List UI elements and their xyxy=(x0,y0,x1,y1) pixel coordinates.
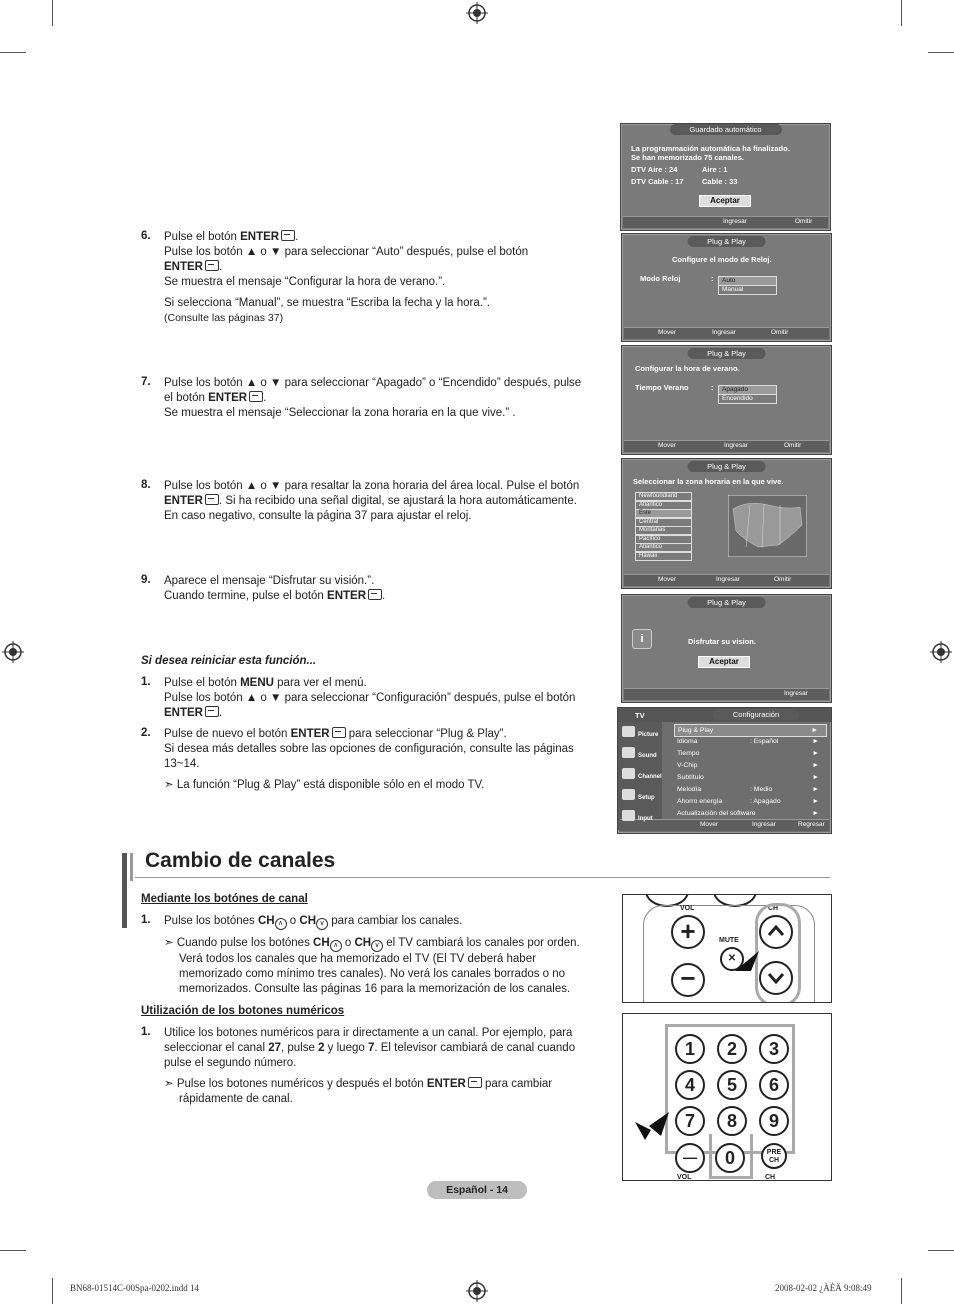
osd-text: La programmación automática ha finalizado. xyxy=(631,144,790,153)
menu-title: Configuración xyxy=(713,709,799,720)
menu-row[interactable] xyxy=(674,784,827,795)
key-7[interactable]: 7 xyxy=(675,1106,705,1136)
osd-footer: Ingresar Omitir xyxy=(623,216,828,228)
registration-mark-icon xyxy=(930,641,952,663)
page-number-badge: Español - 14 xyxy=(427,1181,527,1199)
mute-button[interactable]: ✕ xyxy=(720,947,744,971)
option-manual[interactable]: Manual xyxy=(718,285,777,295)
menu-row-label: Plug & Play xyxy=(678,727,714,734)
menu-row[interactable] xyxy=(674,748,827,759)
osd-title: Guardado automático xyxy=(669,124,781,135)
step-number: 6. xyxy=(141,230,151,242)
mute-label: MUTE xyxy=(719,937,739,944)
sidebar-item-label: Setup xyxy=(638,795,655,801)
sidebar-item-label: Picture xyxy=(638,732,659,738)
crop-mark xyxy=(52,1278,53,1304)
menu-tv-label: TV xyxy=(635,711,645,720)
osd-title: Plug & Play xyxy=(687,348,766,359)
ch-down-icon: ∨ xyxy=(316,918,328,930)
picture-icon xyxy=(622,726,635,737)
chevron-right-icon: ► xyxy=(812,798,819,805)
step-6-text: Pulse el botón ENTER . Pulse los botón ▲ o ▼ para seleccionar “Auto” después, pulse el botón ENTER . Se muestra el mensaje “Configurar la hora de verano.”. Si selecciona “Manual”, se muestra “Escriba la fecha y la hora.”. (Consulte las páginas 37) xyxy=(164,231,529,324)
option-off[interactable]: Apagado xyxy=(718,385,777,395)
menu-row[interactable] xyxy=(674,760,827,771)
ch-down-icon: ∨ xyxy=(371,940,383,952)
menu-row-label: V-Chip xyxy=(677,762,698,769)
registration-mark-icon xyxy=(2,641,24,663)
zone-option[interactable]: Newfoundland xyxy=(635,492,692,501)
osd-label: Tiempo Verano xyxy=(635,383,689,392)
step-number: 7. xyxy=(141,376,151,388)
step-number: 9. xyxy=(141,574,151,586)
step-number: 8. xyxy=(141,479,151,491)
channel-icon xyxy=(622,768,635,779)
enter-icon xyxy=(205,260,219,271)
reset-step-1: Pulse el botón MENU para ver el menú. Pulse los botón ▲ o ▼ para seleccionar “Configuración” después, pulse el botón ENTER . xyxy=(164,677,576,719)
enter-icon xyxy=(205,494,219,505)
osd-text: DTV Aire : 24 xyxy=(631,165,678,174)
vol-label: VOL xyxy=(677,1174,692,1181)
osd-title: Plug & Play xyxy=(687,597,766,608)
step-number: 1. xyxy=(141,1026,151,1038)
key-4[interactable]: 4 xyxy=(675,1070,705,1100)
zone-option[interactable]: Este xyxy=(635,509,692,518)
menu-row-value: : Medio xyxy=(750,786,773,793)
ch-up-icon: ∧ xyxy=(330,940,342,952)
channel-step-1: Pulse los botónes CH ∧ o CH ∨ para cambiar los canales. xyxy=(164,914,604,930)
menu-row[interactable] xyxy=(674,736,827,747)
zone-option[interactable]: Montañas xyxy=(635,526,692,535)
osd-title: Plug & Play xyxy=(687,461,766,472)
ch-down-button[interactable] xyxy=(759,961,793,995)
footer-date: 2008-02-02 ¿ÀÈÄ 9:08:49 xyxy=(775,1283,872,1293)
section-rule xyxy=(135,877,830,878)
crop-mark xyxy=(901,1278,902,1304)
osd-footer: Mover Ingresar Regresar xyxy=(620,819,829,831)
menu-row[interactable] xyxy=(674,808,827,819)
crop-mark xyxy=(928,1250,954,1251)
chevron-right-icon: ► xyxy=(811,727,818,734)
menu-row-label: Ahorro energía xyxy=(677,798,723,805)
subheading-channel-buttons: Mediante los botónes de canal xyxy=(141,893,308,905)
osd-text: Disfrutar su vision. xyxy=(688,637,756,646)
step-9-text: Aparece el mensaje “Disfrutar su visión.”. Cuando termine, pulse el botón ENTER . xyxy=(164,575,386,602)
menu-row-label: Tiempo xyxy=(677,750,700,757)
reset-step-2: Pulse de nuevo el botón ENTER para seleccionar “Plug & Play”. Si desea más detalles sobre las opciones de configuración, consulte las páginas 13~14. ➣ La función “Plug & Play” está disponible sólo en el modo TV. xyxy=(164,728,574,791)
channel-note: ➣ Cuando pulse los botónes CH ∧ o CH ∨ el TV cambiará los canales por orden. Verá todos los canales que ha memorizado el TV (El TV deberá haber memorizado como mínimo tres canales). No verá los canales borrados o no memorizados. Consulte las páginas 16 para la memorización de los canales. xyxy=(164,937,580,995)
step-number: 1. xyxy=(141,676,151,688)
enter-icon xyxy=(468,1077,482,1088)
osd-text: Cable : 33 xyxy=(702,177,738,186)
zone-option[interactable]: Central xyxy=(635,518,692,527)
sidebar-item-input[interactable] xyxy=(620,808,660,828)
crop-mark xyxy=(0,52,26,53)
registration-mark-icon xyxy=(466,1280,488,1302)
time-zone-map xyxy=(728,495,807,557)
step-number: 2. xyxy=(141,727,151,739)
menu-row-value: : Apagado xyxy=(750,798,781,805)
option-auto[interactable]: Auto xyxy=(718,276,777,286)
step-7-text: Pulse los botón ▲ o ▼ para seleccionar “Apagado” o “Encendido” después, pulse el botón ENTER . Se muestra el mensaje “Seleccionar la zona horaria en la que vive.” . xyxy=(164,377,582,419)
osd-clock-mode: Plug & Play Configure el modo de Reloj. Modo Reloj : Auto Manual Mover Ingresar Omitir xyxy=(621,233,832,342)
sidebar-item-label: Input xyxy=(638,816,653,822)
enter-icon xyxy=(281,230,295,241)
osd-label: Modo Reloj xyxy=(640,274,681,283)
key-3[interactable]: 3 xyxy=(759,1034,789,1064)
pointer-arrow-icon xyxy=(629,1112,669,1140)
pointer-arrow-icon xyxy=(735,951,759,971)
volume-down-button[interactable]: − xyxy=(671,963,705,997)
note-arrow-icon: ➣ xyxy=(164,1078,174,1090)
enter-icon xyxy=(249,391,263,402)
zone-option[interactable]: Pacífico xyxy=(635,535,692,544)
step-8-text: Pulse los botón ▲ o ▼ para resaltar la zona horaria del área local. Pulse el botón ENTER . Si ha recibido una señal digital, se ajustará la hora automáticamente. En caso negativo, consulte la página 37 para ajustar el reloj. xyxy=(164,480,580,522)
key-0[interactable]: 0 xyxy=(715,1143,745,1173)
registration-mark-icon xyxy=(466,2,488,24)
crop-mark xyxy=(52,0,53,26)
option-on[interactable]: Encendido xyxy=(718,394,777,404)
osd-footer: Mover Ingresar Omitir xyxy=(624,440,829,452)
osd-daylight-saving: Plug & Play Configurar la hora de verano. Tiempo Verano : Apagado Encendido Mover Ingresar Omitir xyxy=(621,345,832,455)
menu-row-label: Actualización del software xyxy=(677,810,756,817)
setup-icon xyxy=(622,789,635,800)
osd-enjoy xyxy=(621,594,832,703)
note-arrow-icon: ➣ xyxy=(164,937,174,949)
remote-channel-buttons xyxy=(622,894,832,1003)
key-9[interactable]: 9 xyxy=(759,1106,789,1136)
section-title: Cambio de canales xyxy=(145,849,336,872)
menu-row-label: Melodía xyxy=(677,786,702,793)
sidebar-item-sound[interactable] xyxy=(620,745,660,765)
chevron-right-icon: ► xyxy=(812,762,819,769)
enter-icon xyxy=(332,727,346,738)
zone-option[interactable]: Atlántico xyxy=(635,543,692,552)
enter-icon xyxy=(368,589,382,600)
step-number: 1. xyxy=(141,914,151,926)
section-bar-light xyxy=(130,853,133,881)
vol-label: VOL xyxy=(680,905,695,912)
osd-setup-menu xyxy=(617,707,832,834)
sidebar-item-picture[interactable] xyxy=(620,724,660,744)
osd-footer: Ingresar xyxy=(624,688,829,700)
osd-footer: Mover Ingresar Omitir xyxy=(624,327,829,339)
chevron-right-icon: ► xyxy=(812,810,819,817)
menu-row-label: Idioma xyxy=(677,738,698,745)
chevron-right-icon: ► xyxy=(812,786,819,793)
enter-icon xyxy=(205,706,219,717)
accept-button[interactable]: Aceptar xyxy=(699,195,751,207)
key-6[interactable]: 6 xyxy=(759,1070,789,1100)
dash-button[interactable]: — xyxy=(675,1143,705,1173)
key-1[interactable]: 1 xyxy=(675,1034,705,1064)
number-step-1: Utilice los botones numéricos para ir directamente a un canal. Por ejemplo, para seleccionar el canal 27, pulse 2 y luego 7. El televisor cambiará de canal cuando pulse el segundo número. ➣ Pulse los botones numéricos y después el botón ENTER para cambiar rápidamente de canal. xyxy=(164,1027,576,1105)
pre-ch-button[interactable]: PRE CH xyxy=(761,1143,787,1169)
crop-mark xyxy=(928,52,954,53)
subheading-number-buttons: Utilización de los botones numéricos xyxy=(141,1005,345,1017)
sidebar-item-setup[interactable] xyxy=(620,787,660,807)
osd-auto-store xyxy=(620,123,831,231)
crop-mark xyxy=(0,1250,26,1251)
menu-row-value: : Español xyxy=(750,738,779,745)
crop-mark xyxy=(901,0,902,26)
osd-text: DTV Cable : 17 xyxy=(631,177,684,186)
key-2[interactable]: 2 xyxy=(717,1034,747,1064)
osd-footer: Mover Ingresar Omitir xyxy=(624,574,829,586)
key-5[interactable]: 5 xyxy=(717,1070,747,1100)
osd-title: Plug & Play xyxy=(687,236,766,247)
volume-up-button[interactable]: + xyxy=(671,915,705,949)
remote-number-buttons xyxy=(622,1013,832,1181)
sidebar-item-channel[interactable] xyxy=(620,766,660,786)
ch-up-button[interactable] xyxy=(759,915,793,949)
osd-text: Configurar la hora de verano. xyxy=(635,364,740,373)
section-bar xyxy=(122,853,127,928)
ch-label: CH xyxy=(765,1174,776,1181)
chevron-right-icon: ► xyxy=(812,738,819,745)
osd-text: Configure el modo de Reloj. xyxy=(672,255,772,264)
chevron-right-icon: ► xyxy=(812,750,819,757)
zone-option[interactable]: Hawaii xyxy=(635,552,692,561)
footer-file: BN68-01514C-00Spa-0202.indd 14 xyxy=(70,1283,199,1293)
note-arrow-icon: ➣ xyxy=(164,779,174,791)
menu-row-label: Subtítulo xyxy=(677,774,704,781)
osd-text: Se han memorizado 75 canales. xyxy=(631,153,744,162)
key-8[interactable]: 8 xyxy=(717,1106,747,1136)
menu-row[interactable] xyxy=(674,796,827,807)
reset-heading: Si desea reiniciar esta función... xyxy=(141,655,317,667)
sidebar-item-label: Channel xyxy=(638,774,662,780)
chevron-right-icon: ► xyxy=(812,774,819,781)
osd-text: Aire : 1 xyxy=(702,165,728,174)
accept-button[interactable]: Aceptar xyxy=(698,656,750,668)
input-icon xyxy=(622,810,635,821)
sound-icon xyxy=(622,747,635,758)
info-icon: i xyxy=(632,629,652,649)
sidebar-item-label: Sound xyxy=(638,753,657,759)
menu-row[interactable] xyxy=(674,772,827,783)
zone-option[interactable]: Atlántico xyxy=(635,501,692,510)
osd-text: Seleccionar la zona horaria en la que vive. xyxy=(633,477,784,486)
ch-up-icon: ∧ xyxy=(275,918,287,930)
ch-label: CH xyxy=(768,905,779,912)
osd-time-zone xyxy=(621,458,832,589)
